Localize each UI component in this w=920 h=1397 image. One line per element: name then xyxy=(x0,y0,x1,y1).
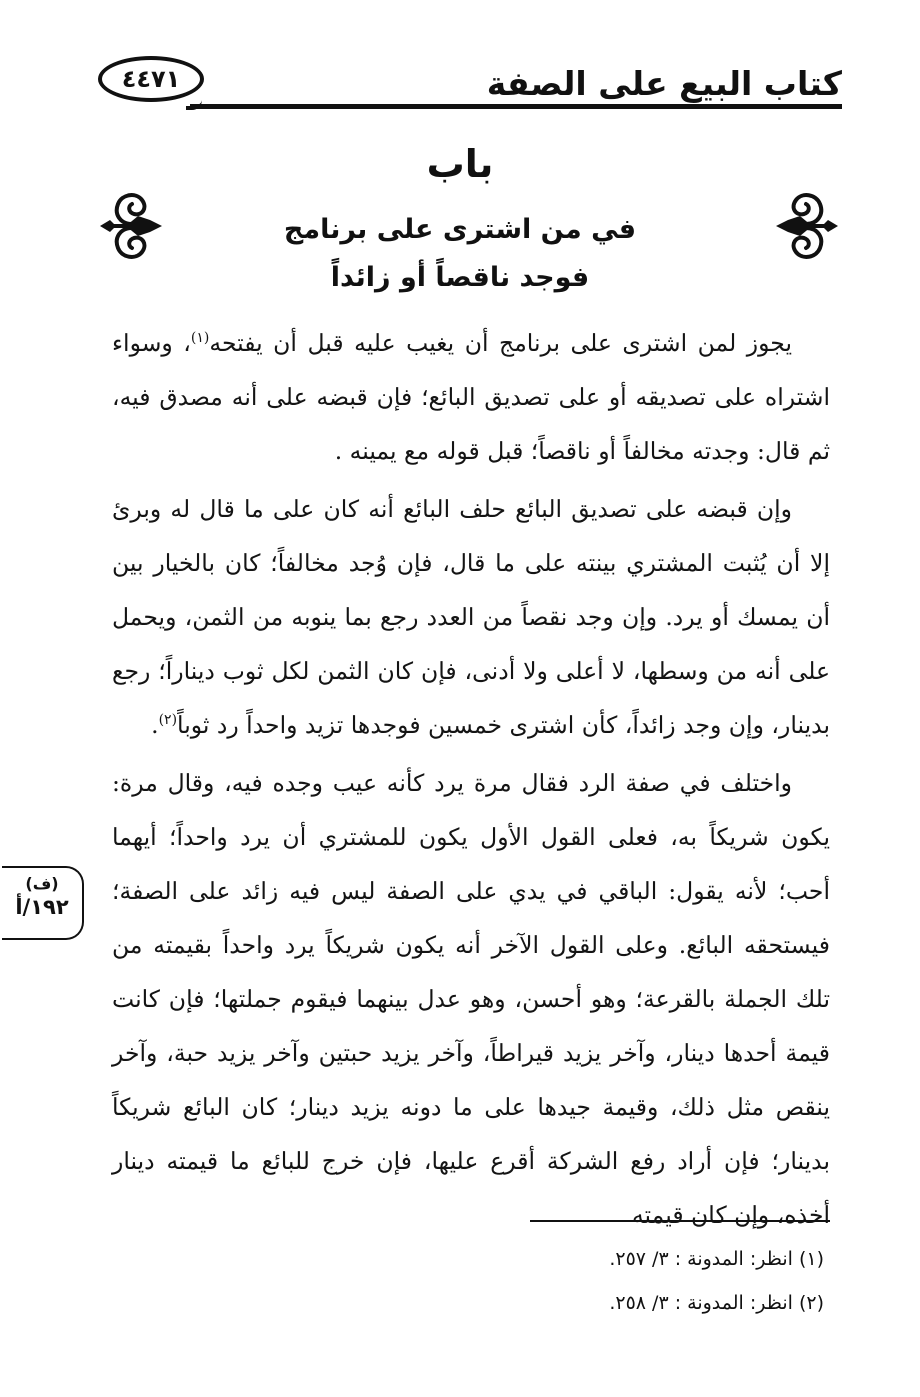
footnote-divider xyxy=(530,1220,830,1222)
folio-note-number: ١٩٢/أ xyxy=(15,895,69,919)
folio-note-label: (ف) xyxy=(25,874,59,893)
chapter-label: باب xyxy=(426,142,494,186)
paragraph-2-end: . xyxy=(151,711,159,739)
paragraph-3: واختلف في صفة الرد فقال مرة يرد كأنه عيب وجده فيه، وقال مرة: يكون شريكاً به، فعلى القول الأول يكون للمشتري أن يرد واحداً؛ أيهما أحب؛ لأنه يقول: الباقي في يدي على الصفة ليس فيه زائد على الصفة؛ فيستحقه البائع. وعلى القول الآخر أنه يكون شريكاً يرد واحداً بقيمته من تلك الجملة بالقرعة؛ وهو أحسن، وهو عدل بينهما فيقوم جملتها؛ فإن كانت قيمة أحدها دينار، وآخر يزيد قيراطاً، وآخر يزيد حبتين وآخر يزيد حبة، وآخر ينقص مثل ذلك، وقيمة جيدها على ما دونه يزيد دينار؛ كان البائع شريكاً بدينار؛ فإن أراد رفع الشركة أقرع عليها، فإن خرج للبائع ما قيمته دينار أخذه، وإن كان قيمته xyxy=(112,769,830,1229)
running-title: كتاب البيع على الصفة xyxy=(486,64,842,103)
footnote-1: (١) انظر: المدونة : ٣/ ٢٥٧. xyxy=(609,1248,824,1270)
manuscript-folio-note xyxy=(2,866,84,940)
chapter-title-line1: في من اشترى على برنامج xyxy=(283,214,637,245)
paragraph-2 xyxy=(112,482,830,752)
paragraph-1-text: يجوز لمن اشترى على برنامج أن يغيب عليه قبل أن يفتحه xyxy=(209,329,792,357)
chapter-title-line2: فوجد ناقصاً أو زائداً xyxy=(330,262,590,293)
page-number: ٤٤٧١ xyxy=(121,65,181,93)
ornament-right-icon xyxy=(770,180,842,272)
footnote-ref-1[interactable]: (١) xyxy=(190,330,210,347)
footnote-2: (٢) انظر: المدونة : ٣/ ٢٥٨. xyxy=(609,1292,824,1314)
header-rule xyxy=(190,104,842,109)
ornament-left-icon xyxy=(96,180,168,272)
body-text xyxy=(112,316,830,1242)
paragraph-2-text: وإن قبضه على تصديق البائع حلف البائع أنه كان على ما قال له وبرئ إلا أن يُثبت المشتري بينته على ما قال، فإن وُجد مخالفاً؛ كان بالخيار بين أن يمسك أو يرد. وإن وجد نقصاً من العدد رجع بما ينوبه من الثمن، ويحمل على أنه من وسطها، لا أعلى ولا أدنى، فإن كان الثمن لكل ثوب ديناراً؛ رجع بدينار، وإن وجد زائداً، كأن اشترى خمسين فوجدها تزيد واحداً رد ثوباً xyxy=(112,495,830,739)
paragraph-1 xyxy=(112,316,830,478)
paragraph-1-rest: ، وسواء اشتراه على تصديقه أو على تصديق البائع؛ فإن قبضه على أنه مصدق فيه، ثم قال: وجدته مخالفاً أو ناقصاً؛ قبل قوله مع يمينه . xyxy=(112,329,830,465)
footnote-ref-2[interactable]: (٢) xyxy=(158,712,178,729)
